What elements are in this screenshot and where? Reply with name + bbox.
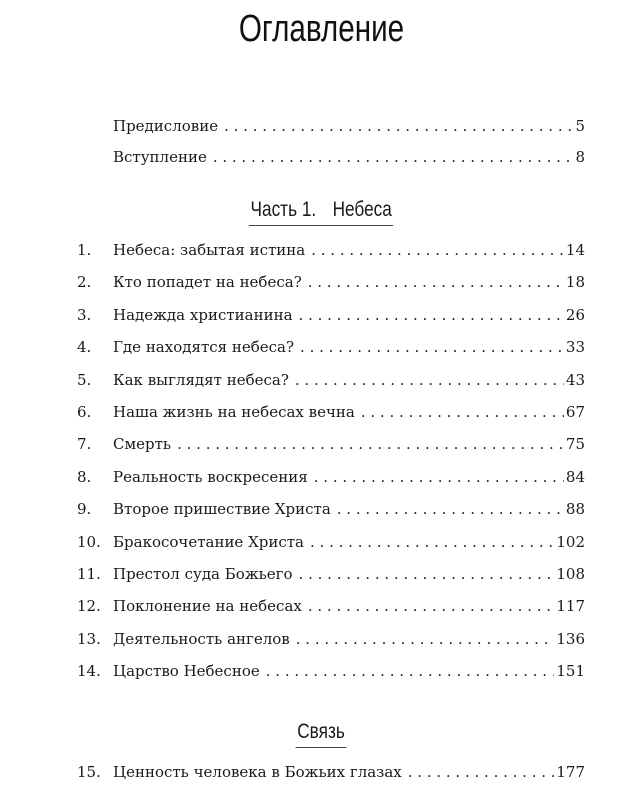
- toc-entry-page: 88: [565, 500, 585, 519]
- toc-entry-number: 9.: [77, 500, 92, 519]
- toc-entry-page: 177: [556, 763, 585, 781]
- dot-leader: [361, 403, 564, 421]
- toc-entry-label: Небеса: забытая истина: [113, 241, 311, 259]
- toc-entry-page: 136: [556, 629, 585, 648]
- toc-entry-number: 3.: [77, 305, 92, 324]
- dot-leader: [408, 763, 555, 781]
- toc-entry-label: Надежда христианина: [113, 306, 299, 324]
- toc-entry-page: 67: [565, 403, 585, 421]
- toc-entry-page: 84: [565, 467, 585, 486]
- toc-entry-page: 102: [556, 532, 585, 551]
- toc-entry-label: Наша жизнь на небесах вечна: [113, 403, 361, 421]
- toc-entry-number: 1.: [77, 241, 92, 259]
- toc-entry[interactable]: [0, 630, 643, 654]
- toc-entry-number: 13.: [77, 629, 101, 648]
- dot-leader: [299, 565, 555, 583]
- dot-leader: [337, 500, 564, 518]
- toc-entry-label: Второе пришествие Христа: [113, 500, 337, 518]
- toc-entry-number: 10.: [77, 532, 101, 551]
- section-title: Связь: [297, 720, 346, 743]
- toc-entry-page: 43: [565, 370, 585, 389]
- section-title: Небеса: [332, 198, 393, 221]
- dot-leader: [224, 117, 573, 135]
- toc-entry-number: 5.: [77, 370, 92, 389]
- toc-entry-number: 2.: [77, 273, 92, 292]
- dot-leader: [310, 533, 554, 551]
- dot-leader: [308, 597, 555, 615]
- toc-entry[interactable]: [0, 565, 643, 589]
- section-part-number: Часть 1.: [250, 198, 317, 221]
- toc-entry-label: Вступление: [113, 148, 213, 166]
- toc-entry-preface[interactable]: [0, 117, 643, 141]
- dot-leader: [314, 468, 564, 486]
- dot-leader: [266, 662, 555, 680]
- toc-entry-label: Царство Небесное: [113, 662, 266, 680]
- page-title: Оглавление: [238, 8, 405, 50]
- toc-entry-label: Ценность человека в Божьих глазах: [113, 763, 408, 781]
- toc-entry-page: 26: [565, 305, 585, 324]
- toc-entry-page: 8: [575, 148, 585, 166]
- toc-entry[interactable]: [0, 468, 643, 492]
- toc-entry-page: 117: [556, 597, 585, 616]
- toc-entry[interactable]: [0, 533, 643, 557]
- toc-entry-number: 8.: [77, 467, 92, 486]
- toc-entry[interactable]: [0, 763, 643, 787]
- toc-entry-number: 7.: [77, 435, 92, 454]
- toc-entry-label: Как выглядят небеса?: [113, 371, 295, 389]
- dot-leader: [299, 306, 564, 324]
- toc-entry[interactable]: [0, 338, 643, 362]
- dot-leader: [308, 273, 564, 291]
- toc-entry-page: 5: [575, 117, 585, 135]
- toc-entry-introduction[interactable]: [0, 148, 643, 172]
- toc-entry-number: 12.: [77, 597, 101, 616]
- section-heading-connection: [0, 720, 643, 748]
- toc-entry[interactable]: [0, 500, 643, 524]
- dot-leader: [213, 148, 574, 166]
- toc-entry-label: Смерть: [113, 435, 177, 453]
- toc-entry-label: Кто попадет на небеса?: [113, 273, 308, 291]
- toc-entry-label: Престол суда Божьего: [113, 565, 299, 583]
- toc-entry-label: Деятельность ангелов: [113, 630, 296, 648]
- toc-entry-number: 6.: [77, 403, 92, 421]
- toc-entry-number: 11.: [77, 565, 101, 583]
- toc-entry-number: 14.: [77, 662, 101, 681]
- toc-entry[interactable]: [0, 306, 643, 330]
- toc-entry-page: 75: [565, 435, 585, 454]
- toc-entry[interactable]: [0, 273, 643, 297]
- dot-leader: [296, 630, 555, 648]
- toc-entry[interactable]: [0, 597, 643, 621]
- toc-entry[interactable]: [0, 403, 643, 427]
- toc-entry-label: Реальность воскресения: [113, 468, 314, 486]
- toc-entry-label: Предисловие: [113, 117, 224, 135]
- toc-entry-page: 151: [556, 662, 585, 681]
- section-heading-part-1: [0, 198, 643, 226]
- toc-entry[interactable]: [0, 241, 643, 265]
- toc-entry-label: Бракосочетание Христа: [113, 533, 310, 551]
- toc-entry-page: 14: [565, 241, 585, 259]
- dot-leader: [177, 435, 564, 453]
- toc-entry-number: 4.: [77, 338, 92, 357]
- toc-entry[interactable]: [0, 662, 643, 686]
- toc-entry-page: 108: [556, 565, 585, 583]
- dot-leader: [311, 241, 564, 259]
- toc-entry-page: 18: [565, 273, 585, 292]
- toc-entry-number: 15.: [77, 763, 101, 781]
- toc-entry-label: Где находятся небеса?: [113, 338, 300, 356]
- toc-entry-label: Поклонение на небесах: [113, 597, 308, 615]
- dot-leader: [295, 371, 564, 389]
- toc-entry[interactable]: [0, 371, 643, 395]
- toc-entry[interactable]: [0, 435, 643, 459]
- toc-entry-page: 33: [565, 338, 585, 357]
- dot-leader: [300, 338, 564, 356]
